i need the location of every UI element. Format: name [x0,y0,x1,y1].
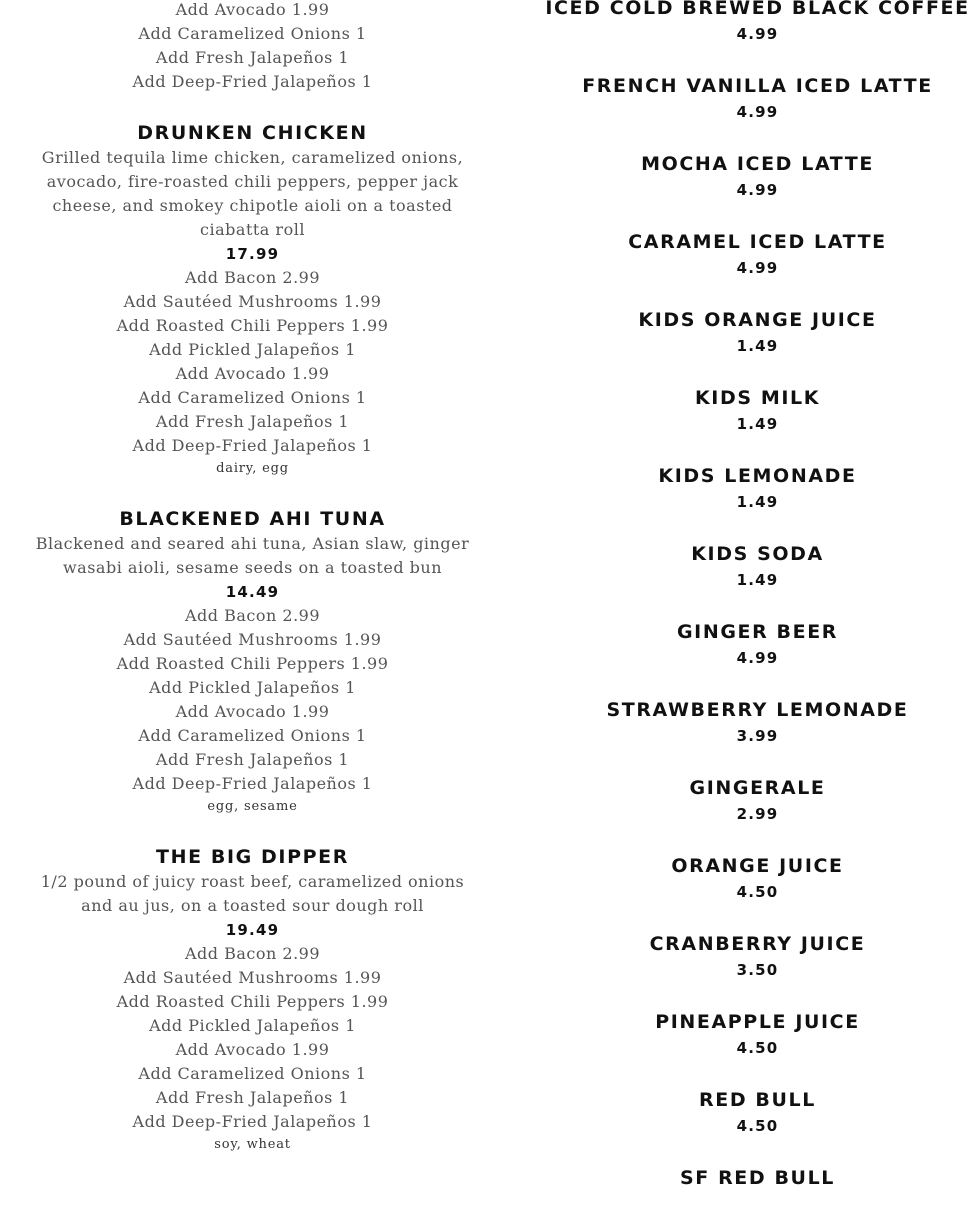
drink-name: CRANBERRY JUICE [649,933,866,955]
item-description: 1/2 pound of juicy roast beef, caramelized onions and au jus, on a toasted sour dough roll [40,872,465,915]
drink-name: PINEAPPLE JUICE [655,1011,860,1033]
addon-item: Add Sautéed Mushrooms 1.99 [123,292,382,311]
drink-price: 4.99 [736,181,779,199]
drink-name: KIDS MILK [694,387,821,409]
drink-price: 3.50 [736,961,779,979]
item-price: 14.49 [225,583,280,601]
drink-name: RED BULL [699,1089,816,1111]
item-name: THE BIG DIPPER [156,846,349,868]
addon-item: Add Avocado 1.99 [175,364,330,383]
addon-item: Add Caramelized Onions 1 [138,388,367,407]
drink-name: KIDS SODA [691,543,824,565]
item-price: 19.49 [225,921,280,939]
drink-price: 2.99 [736,805,779,823]
drink-item [515,853,970,905]
drink-name: STRAWBERRY LEMONADE [606,699,909,721]
drink-price: 4.50 [736,1117,779,1135]
menu-item-drunken-chicken [0,120,505,480]
drink-price: 4.50 [736,883,779,901]
addon-item: Add Fresh Jalapeños 1 [155,412,350,431]
drink-price: 1.49 [736,493,779,511]
drink-name: CARAMEL ICED LATTE [628,231,887,253]
drink-name: ICED COLD BREWED BLACK COFFEE [545,0,970,19]
menu-item-the-big-dipper [0,844,505,1156]
drink-name: MOCHA ICED LATTE [641,153,874,175]
addon-item: Add Avocado 1.99 [175,1040,330,1059]
drink-name: FRENCH VANILLA ICED LATTE [582,75,933,97]
addon-item: Add Pickled Jalapeños 1 [149,678,356,697]
allergen-note: dairy, egg [216,461,289,476]
drink-item [515,307,970,359]
addon-item: Add Avocado 1.99 [175,702,330,721]
drink-item [515,229,970,281]
drink-item [515,151,970,203]
allergen-note: soy, wheat [214,1137,291,1152]
item-description: Grilled tequila lime chicken, caramelized onions, avocado, fire-roasted chili peppers, pepper jack cheese, and smokey chipotle aioli on a toasted ciabatta roll [41,148,464,239]
addon-item: Add Bacon 2.99 [184,944,321,963]
drink-name: SF RED BULL [680,1167,835,1189]
drink-name: GINGERALE [689,777,826,799]
drink-name: KIDS LEMONADE [658,465,857,487]
addon-item: Add Fresh Jalapeños 1 [155,48,350,67]
sandwich-column [0,0,505,1156]
drink-price: 1.49 [736,337,779,355]
drink-price: 4.99 [736,259,779,277]
addon-item: Add Caramelized Onions 1 [138,24,367,43]
item-name: DRUNKEN CHICKEN [137,122,368,144]
drink-item [515,775,970,827]
drinks-column [515,0,970,1217]
addon-item: Add Pickled Jalapeños 1 [149,340,356,359]
addon-item: Add Deep-Fried Jalapeños 1 [132,1112,373,1131]
addon-item: Add Caramelized Onions 1 [138,1064,367,1083]
drink-item [515,73,970,125]
addon-item: Add Pickled Jalapeños 1 [149,1016,356,1035]
menu-item-blackened-ahi-tuna [0,506,505,818]
drink-item [515,463,970,515]
drink-price: 4.99 [736,649,779,667]
drink-name: ORANGE JUICE [671,855,844,877]
addon-item: Add Bacon 2.99 [184,268,321,287]
top-addon-list [0,0,505,94]
drink-price: 1.49 [736,415,779,433]
addon-item: Add Fresh Jalapeños 1 [155,750,350,769]
drink-item [515,931,970,983]
drink-item [515,697,970,749]
drink-price: 4.99 [736,103,779,121]
addon-item: Add Avocado 1.99 [175,0,330,19]
drink-item [515,619,970,671]
drink-price: 4.50 [736,1039,779,1057]
addon-item: Add Sautéed Mushrooms 1.99 [123,630,382,649]
drink-price: 4.99 [736,25,779,43]
addon-item: Add Roasted Chili Peppers 1.99 [116,316,389,335]
drink-item [515,1009,970,1061]
addon-item: Add Roasted Chili Peppers 1.99 [116,992,389,1011]
item-description: Blackened and seared ahi tuna, Asian slaw, ginger wasabi aioli, sesame seeds on a toasted bun [35,534,470,577]
addon-item: Add Caramelized Onions 1 [138,726,367,745]
drink-item [515,0,970,47]
addon-item: Add Fresh Jalapeños 1 [155,1088,350,1107]
addon-item: Add Roasted Chili Peppers 1.99 [116,654,389,673]
item-price: 17.99 [225,245,280,263]
addon-item: Add Bacon 2.99 [184,606,321,625]
drink-name: KIDS ORANGE JUICE [638,309,877,331]
drink-item [515,385,970,437]
item-name: BLACKENED AHI TUNA [119,508,386,530]
addon-item: Add Sautéed Mushrooms 1.99 [123,968,382,987]
addon-item: Add Deep-Fried Jalapeños 1 [132,436,373,455]
drink-price: 1.49 [736,571,779,589]
drink-item [515,541,970,593]
drink-name: GINGER BEER [676,621,839,643]
drink-price: 3.99 [736,727,779,745]
addon-item: Add Deep-Fried Jalapeños 1 [132,72,373,91]
drink-item [515,1087,970,1139]
addon-item: Add Deep-Fried Jalapeños 1 [132,774,373,793]
drink-item [515,1165,970,1191]
allergen-note: egg, sesame [207,799,298,814]
